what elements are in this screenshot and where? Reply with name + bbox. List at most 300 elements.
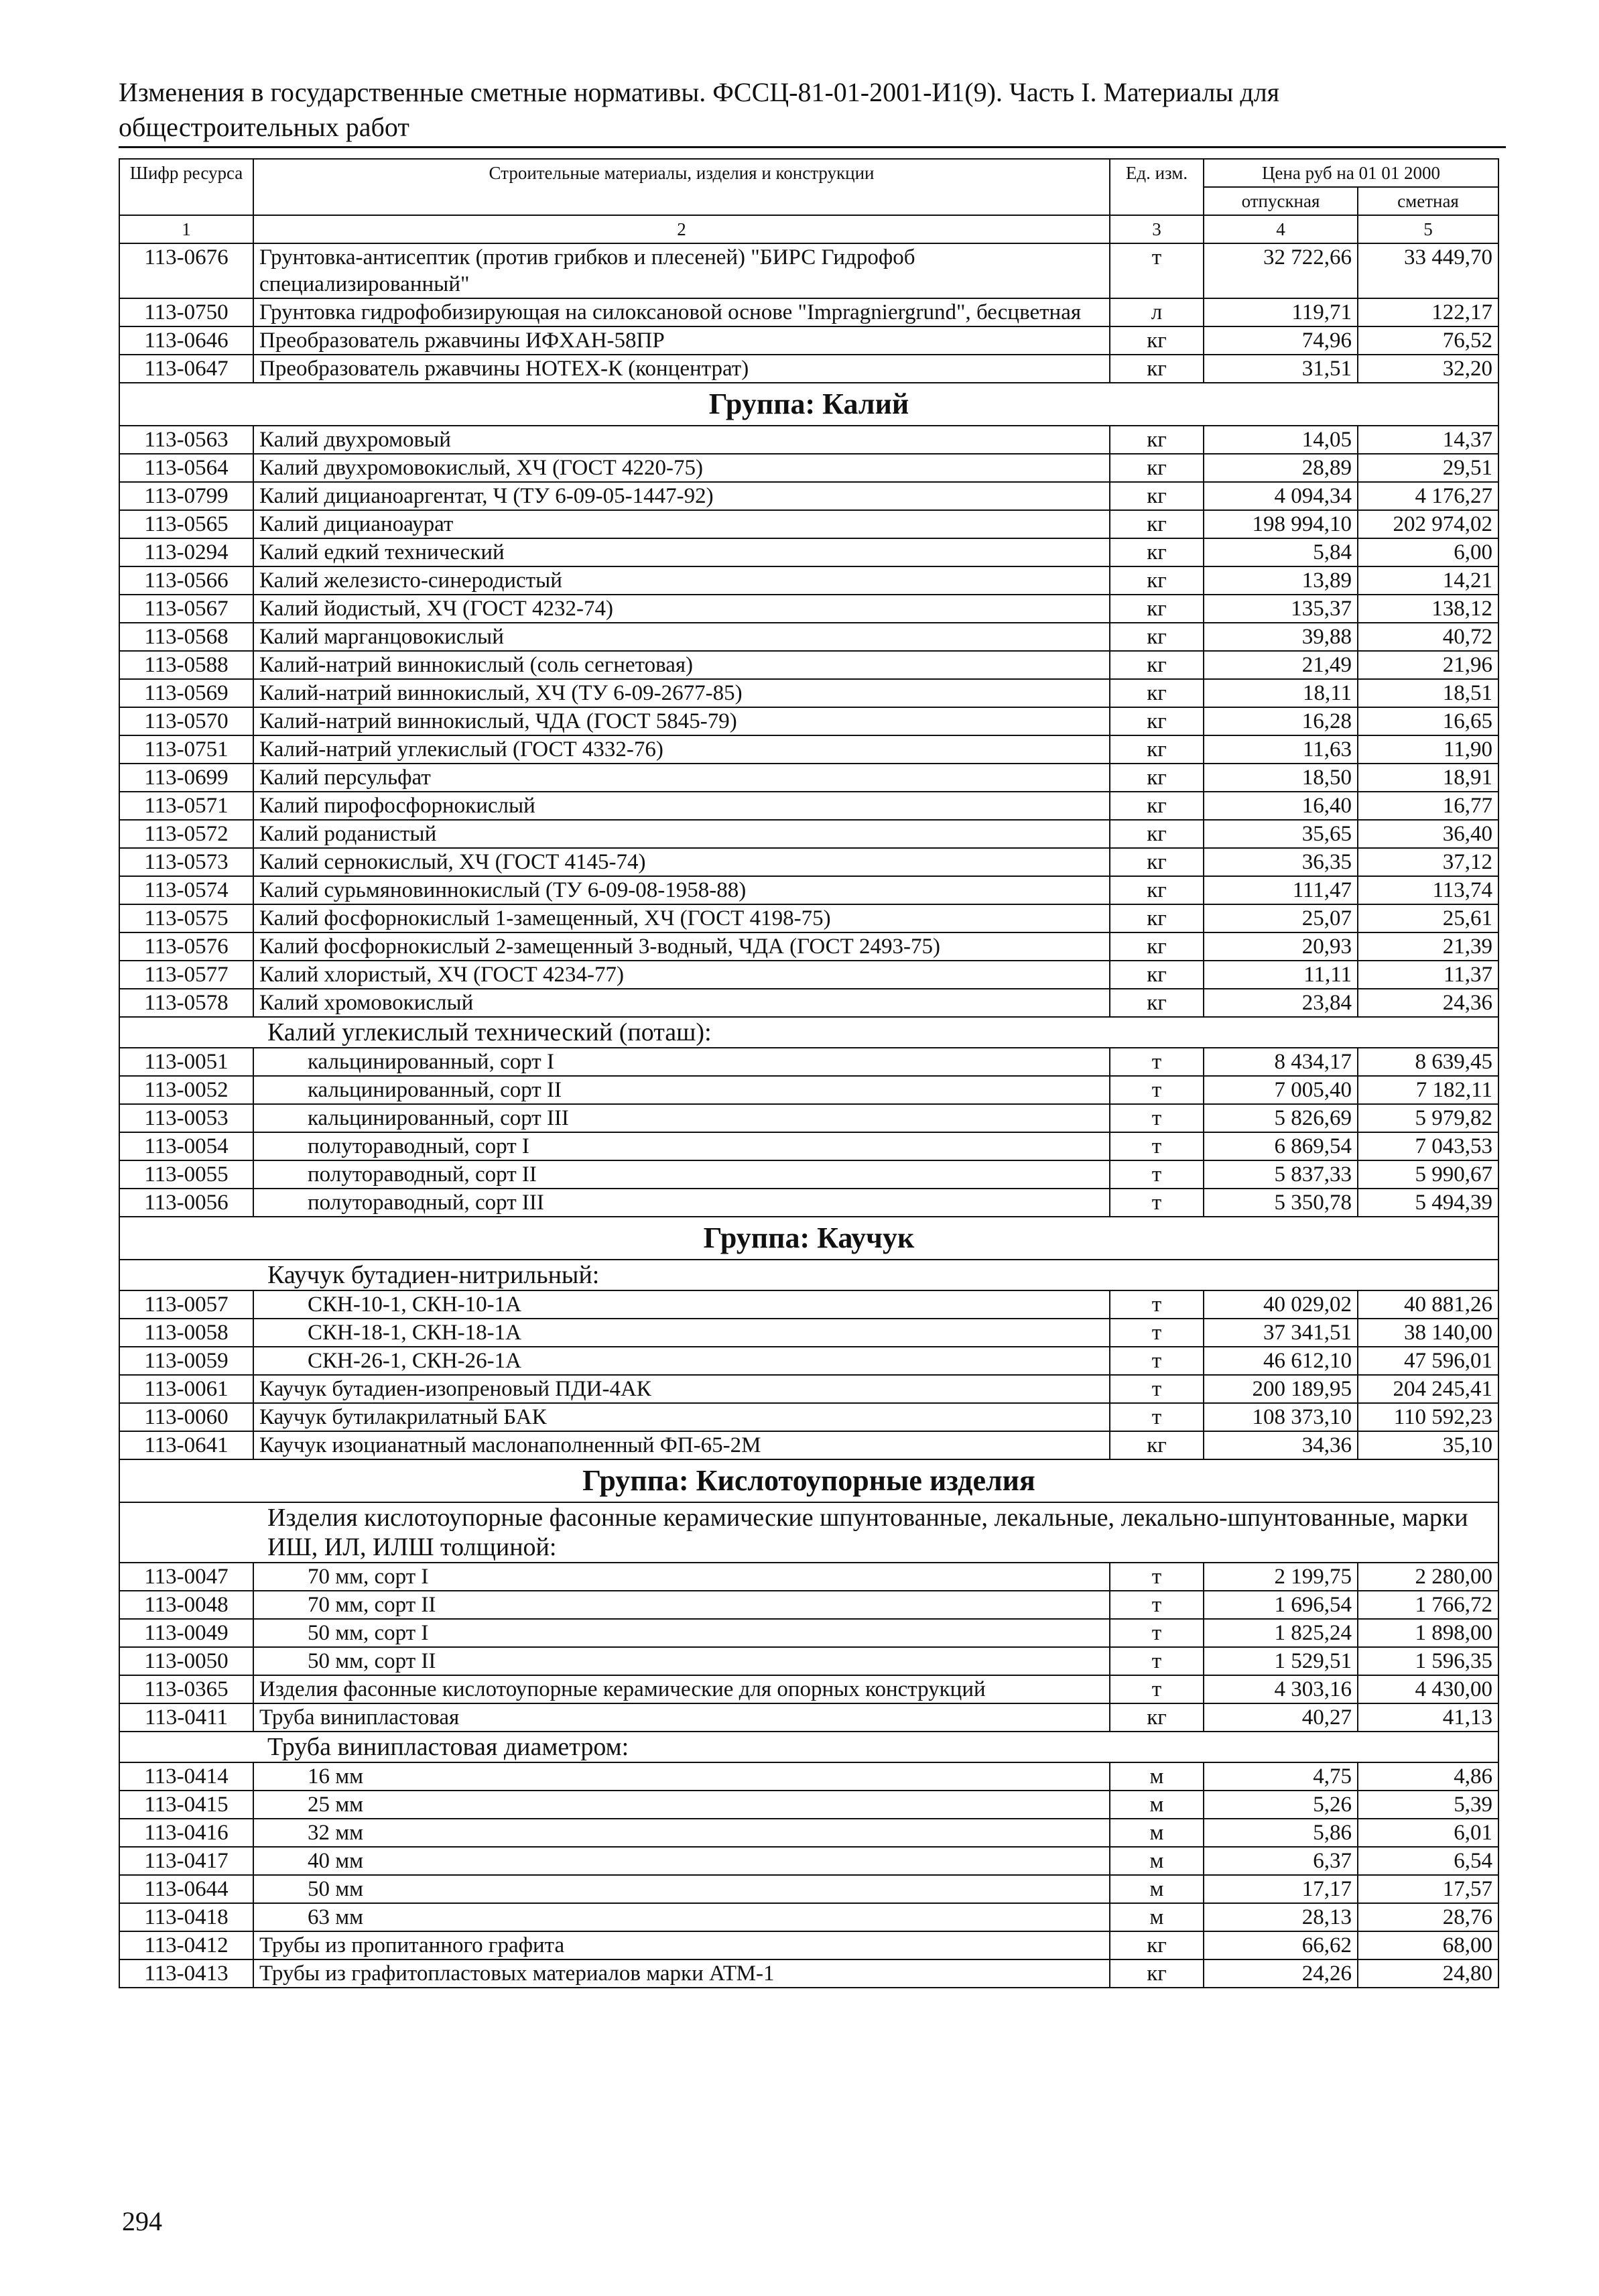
price-estimate: 2 280,00: [1358, 1563, 1498, 1591]
material-name: Каучук бутадиен-изопреновый ПДИ-4АК: [253, 1375, 1110, 1403]
material-name: Калий железисто-синеродистый: [253, 566, 1110, 595]
resource-code: 113-0568: [119, 623, 253, 651]
unit: т: [1110, 1290, 1204, 1319]
material-name: кальцинированный, сорт II: [253, 1076, 1110, 1104]
header-price-estimate: сметная: [1358, 187, 1498, 215]
price-release: 11,63: [1204, 735, 1358, 764]
material-name: полутораводный, сорт I: [253, 1132, 1110, 1160]
resource-code: 113-0570: [119, 707, 253, 735]
resource-code: 113-0412: [119, 1931, 253, 1959]
price-release: 37 341,51: [1204, 1319, 1358, 1347]
material-name: 50 мм: [253, 1875, 1110, 1903]
price-estimate: 7 043,53: [1358, 1132, 1498, 1160]
price-estimate: 24,80: [1358, 1959, 1498, 1988]
price-estimate: 1 898,00: [1358, 1619, 1498, 1647]
unit: кг: [1110, 426, 1204, 454]
price-estimate: 1 596,35: [1358, 1647, 1498, 1675]
price-release: 108 373,10: [1204, 1403, 1358, 1431]
price-estimate: 5 979,82: [1358, 1104, 1498, 1132]
material-name: Каучук бутилакрилатный БАК: [253, 1403, 1110, 1431]
unit: т: [1110, 1189, 1204, 1217]
table-row: [119, 1160, 1498, 1189]
table-row: [119, 792, 1498, 820]
material-name: полутораводный, сорт II: [253, 1160, 1110, 1189]
price-estimate: 138,12: [1358, 595, 1498, 623]
price-release: 28,13: [1204, 1903, 1358, 1931]
resource-code: 113-0676: [119, 243, 253, 298]
material-name: 70 мм, сорт I: [253, 1563, 1110, 1591]
price-release: 28,89: [1204, 454, 1358, 482]
price-release: 24,26: [1204, 1959, 1358, 1988]
price-estimate: 29,51: [1358, 454, 1498, 482]
table-row: [119, 679, 1498, 707]
resource-code: 113-0055: [119, 1160, 253, 1189]
header-name: Строительные материалы, изделия и конструкции: [253, 159, 1110, 215]
table-row: [119, 1347, 1498, 1375]
resource-code: 113-0418: [119, 1903, 253, 1931]
unit: кг: [1110, 989, 1204, 1017]
resource-code: 113-0799: [119, 482, 253, 510]
material-name: Калий сурьмяновиннокислый (ТУ 6-09-08-1958-88): [253, 876, 1110, 904]
price-release: 13,89: [1204, 566, 1358, 595]
table-row: [119, 1104, 1498, 1132]
resource-code: 113-0588: [119, 651, 253, 679]
unit: т: [1110, 1104, 1204, 1132]
price-release: 1 529,51: [1204, 1647, 1358, 1675]
resource-code: 113-0646: [119, 326, 253, 355]
price-estimate: 37,12: [1358, 848, 1498, 876]
price-release: 8 434,17: [1204, 1048, 1358, 1076]
table-row: [119, 764, 1498, 792]
material-name: Трубы из графитопластовых материалов марки АТМ-1: [253, 1959, 1110, 1988]
material-name: Калий фосфорнокислый 1-замещенный, ХЧ (ГОСТ 4198-75): [253, 904, 1110, 932]
price-estimate: 11,37: [1358, 961, 1498, 989]
table-row: [119, 243, 1498, 298]
material-name: Калий йодистый, ХЧ (ГОСТ 4232-74): [253, 595, 1110, 623]
page-number: 294: [122, 2206, 162, 2236]
price-estimate: 40,72: [1358, 623, 1498, 651]
price-estimate: 6,01: [1358, 1819, 1498, 1847]
material-name: Калий фосфорнокислый 2-замещенный 3-водный, ЧДА (ГОСТ 2493-75): [253, 932, 1110, 961]
unit: кг: [1110, 961, 1204, 989]
resource-code: 113-0417: [119, 1847, 253, 1875]
material-name: СКН-18-1, СКН-18-1А: [253, 1319, 1110, 1347]
resource-code: 113-0644: [119, 1875, 253, 1903]
table-row: [119, 1375, 1498, 1403]
unit: т: [1110, 1591, 1204, 1619]
price-estimate: 4 430,00: [1358, 1675, 1498, 1703]
table-row: [119, 651, 1498, 679]
column-number: 2: [253, 215, 1110, 243]
table-row: [119, 735, 1498, 764]
price-estimate: 17,57: [1358, 1875, 1498, 1903]
unit: л: [1110, 298, 1204, 326]
header-code: Шифр ресурса: [119, 159, 253, 215]
unit: кг: [1110, 1431, 1204, 1459]
subgroup-heading: Труба винипластовая диаметром:: [119, 1732, 1498, 1762]
price-release: 7 005,40: [1204, 1076, 1358, 1104]
price-release: 46 612,10: [1204, 1347, 1358, 1375]
table-row: [119, 1903, 1498, 1931]
resource-code: 113-0577: [119, 961, 253, 989]
unit: кг: [1110, 1959, 1204, 1988]
price-estimate: 18,51: [1358, 679, 1498, 707]
resource-code: 113-0569: [119, 679, 253, 707]
table-row: [119, 876, 1498, 904]
price-estimate: 110 592,23: [1358, 1403, 1498, 1431]
price-release: 111,47: [1204, 876, 1358, 904]
table-row: [119, 1132, 1498, 1160]
price-estimate: 6,00: [1358, 538, 1498, 566]
subgroup-heading: Изделия кислотоупорные фасонные керамические шпунтованные, лекальные, лекально-шпунтованные, марки ИШ, ИЛ, ИЛШ толщиной:: [119, 1502, 1498, 1563]
table-row: [119, 1931, 1498, 1959]
resource-code: 113-0061: [119, 1375, 253, 1403]
material-name: Калий едкий технический: [253, 538, 1110, 566]
table-row: [119, 326, 1498, 355]
resource-code: 113-0054: [119, 1132, 253, 1160]
price-estimate: 38 140,00: [1358, 1319, 1498, 1347]
material-name: Грунтовка-антисептик (против грибков и плесеней) "БИРС Гидрофоб специализированный": [253, 243, 1110, 298]
price-release: 32 722,66: [1204, 243, 1358, 298]
material-name: Калий-натрий виннокислый, ХЧ (ТУ 6-09-2677-85): [253, 679, 1110, 707]
material-name: Калий-натрий виннокислый (соль сегнетовая): [253, 651, 1110, 679]
material-name: кальцинированный, сорт III: [253, 1104, 1110, 1132]
price-estimate: 47 596,01: [1358, 1347, 1498, 1375]
resource-code: 113-0647: [119, 355, 253, 383]
resource-code: 113-0059: [119, 1347, 253, 1375]
table-row: [119, 1431, 1498, 1459]
material-name: Калий двухромовокислый, ХЧ (ГОСТ 4220-75): [253, 454, 1110, 482]
table-row: [119, 932, 1498, 961]
resource-code: 113-0751: [119, 735, 253, 764]
resource-code: 113-0052: [119, 1076, 253, 1104]
price-release: 16,28: [1204, 707, 1358, 735]
unit: м: [1110, 1762, 1204, 1791]
resource-code: 113-0564: [119, 454, 253, 482]
price-release: 5,26: [1204, 1791, 1358, 1819]
price-table: [119, 158, 1499, 1988]
material-name: Калий хромовокислый: [253, 989, 1110, 1017]
unit: кг: [1110, 932, 1204, 961]
price-estimate: 14,37: [1358, 426, 1498, 454]
material-name: Преобразователь ржавчины ИФХАН-58ПР: [253, 326, 1110, 355]
unit: м: [1110, 1875, 1204, 1903]
price-estimate: 5 494,39: [1358, 1189, 1498, 1217]
price-release: 11,11: [1204, 961, 1358, 989]
price-release: 135,37: [1204, 595, 1358, 623]
unit: кг: [1110, 735, 1204, 764]
material-name: 16 мм: [253, 1762, 1110, 1791]
table-row: [119, 426, 1498, 454]
table-row: [119, 707, 1498, 735]
price-estimate: 24,36: [1358, 989, 1498, 1017]
price-release: 39,88: [1204, 623, 1358, 651]
resource-code: 113-0566: [119, 566, 253, 595]
unit: кг: [1110, 595, 1204, 623]
price-release: 2 199,75: [1204, 1563, 1358, 1591]
table-row: [119, 961, 1498, 989]
material-name: СКН-26-1, СКН-26-1А: [253, 1347, 1110, 1375]
price-estimate: 40 881,26: [1358, 1290, 1498, 1319]
resource-code: 113-0699: [119, 764, 253, 792]
unit: кг: [1110, 538, 1204, 566]
resource-code: 113-0051: [119, 1048, 253, 1076]
table-row: [119, 298, 1498, 326]
table-row: [119, 848, 1498, 876]
price-release: 5 837,33: [1204, 1160, 1358, 1189]
resource-code: 113-0563: [119, 426, 253, 454]
unit: кг: [1110, 848, 1204, 876]
material-name: Грунтовка гидрофобизирующая на силоксановой основе "Impragniergrund", бесцветная: [253, 298, 1110, 326]
unit: кг: [1110, 510, 1204, 538]
price-estimate: 4 176,27: [1358, 482, 1498, 510]
resource-code: 113-0641: [119, 1431, 253, 1459]
price-estimate: 11,90: [1358, 735, 1498, 764]
unit: кг: [1110, 326, 1204, 355]
price-estimate: 4,86: [1358, 1762, 1498, 1791]
price-release: 66,62: [1204, 1931, 1358, 1959]
material-name: Калий хлористый, ХЧ (ГОСТ 4234-77): [253, 961, 1110, 989]
resource-code: 113-0578: [119, 989, 253, 1017]
price-estimate: 25,61: [1358, 904, 1498, 932]
table-row: [119, 510, 1498, 538]
table-row: [119, 454, 1498, 482]
table-row: [119, 566, 1498, 595]
table-row: [119, 1619, 1498, 1647]
unit: м: [1110, 1903, 1204, 1931]
resource-code: 113-0571: [119, 792, 253, 820]
unit: т: [1110, 1647, 1204, 1675]
price-estimate: 21,39: [1358, 932, 1498, 961]
unit: кг: [1110, 904, 1204, 932]
table-row: [119, 538, 1498, 566]
price-release: 5,86: [1204, 1819, 1358, 1847]
resource-code: 113-0060: [119, 1403, 253, 1431]
unit: т: [1110, 1375, 1204, 1403]
unit: кг: [1110, 623, 1204, 651]
unit: т: [1110, 1160, 1204, 1189]
material-name: 63 мм: [253, 1903, 1110, 1931]
price-estimate: 202 974,02: [1358, 510, 1498, 538]
material-name: Каучук изоцианатный маслонаполненный ФП-65-2М: [253, 1431, 1110, 1459]
column-number: 4: [1204, 215, 1358, 243]
price-release: 6 869,54: [1204, 1132, 1358, 1160]
unit: т: [1110, 1132, 1204, 1160]
price-release: 20,93: [1204, 932, 1358, 961]
header-unit: Ед. изм.: [1110, 159, 1204, 215]
unit: т: [1110, 1048, 1204, 1076]
material-name: Преобразователь ржавчины НОТЕХ-К (концентрат): [253, 355, 1110, 383]
price-release: 40,27: [1204, 1703, 1358, 1732]
price-estimate: 76,52: [1358, 326, 1498, 355]
price-estimate: 32,20: [1358, 355, 1498, 383]
table-row: [119, 1076, 1498, 1104]
unit: кг: [1110, 792, 1204, 820]
resource-code: 113-0572: [119, 820, 253, 848]
price-release: 1 696,54: [1204, 1591, 1358, 1619]
price-release: 5,84: [1204, 538, 1358, 566]
price-release: 17,17: [1204, 1875, 1358, 1903]
material-name: Калий-натрий виннокислый, ЧДА (ГОСТ 5845-79): [253, 707, 1110, 735]
price-release: 16,40: [1204, 792, 1358, 820]
price-release: 40 029,02: [1204, 1290, 1358, 1319]
unit: кг: [1110, 454, 1204, 482]
price-estimate: 33 449,70: [1358, 243, 1498, 298]
price-estimate: 16,65: [1358, 707, 1498, 735]
subgroup-heading-row: [119, 1502, 1498, 1563]
price-release: 31,51: [1204, 355, 1358, 383]
resource-code: 113-0050: [119, 1647, 253, 1675]
table-row: [119, 904, 1498, 932]
group-title: Группа: Кислотоупорные изделия: [119, 1459, 1498, 1502]
material-name: 50 мм, сорт I: [253, 1619, 1110, 1647]
unit: т: [1110, 1563, 1204, 1591]
unit: т: [1110, 1076, 1204, 1104]
unit: кг: [1110, 651, 1204, 679]
subgroup-heading: Калий углекислый технический (поташ):: [119, 1017, 1498, 1048]
unit: кг: [1110, 1703, 1204, 1732]
unit: м: [1110, 1791, 1204, 1819]
table-row: [119, 1847, 1498, 1875]
unit: кг: [1110, 820, 1204, 848]
resource-code: 113-0058: [119, 1319, 253, 1347]
price-estimate: 21,96: [1358, 651, 1498, 679]
price-release: 5 826,69: [1204, 1104, 1358, 1132]
table-row: [119, 1591, 1498, 1619]
material-name: 32 мм: [253, 1819, 1110, 1847]
resource-code: 113-0567: [119, 595, 253, 623]
price-estimate: 5 990,67: [1358, 1160, 1498, 1189]
resource-code: 113-0573: [119, 848, 253, 876]
resource-code: 113-0057: [119, 1290, 253, 1319]
header-price: Цена руб на 01 01 2000: [1204, 159, 1498, 187]
column-number: 5: [1358, 215, 1498, 243]
resource-code: 113-0049: [119, 1619, 253, 1647]
price-estimate: 1 766,72: [1358, 1591, 1498, 1619]
price-release: 25,07: [1204, 904, 1358, 932]
material-name: кальцинированный, сорт I: [253, 1048, 1110, 1076]
table-row: [119, 355, 1498, 383]
price-release: 4 303,16: [1204, 1675, 1358, 1703]
material-name: 50 мм, сорт II: [253, 1647, 1110, 1675]
material-name: 40 мм: [253, 1847, 1110, 1875]
material-name: 70 мм, сорт II: [253, 1591, 1110, 1619]
material-name: Калий пирофосфорнокислый: [253, 792, 1110, 820]
price-release: 14,05: [1204, 426, 1358, 454]
table-row: [119, 1675, 1498, 1703]
material-name: Калий дицианоаурат: [253, 510, 1110, 538]
table-row: [119, 482, 1498, 510]
price-estimate: 16,77: [1358, 792, 1498, 820]
unit: т: [1110, 1347, 1204, 1375]
price-release: 4,75: [1204, 1762, 1358, 1791]
resource-code: 113-0575: [119, 904, 253, 932]
price-estimate: 14,21: [1358, 566, 1498, 595]
unit: м: [1110, 1847, 1204, 1875]
material-name: Калий сернокислый, ХЧ (ГОСТ 4145-74): [253, 848, 1110, 876]
subgroup-heading: Каучук бутадиен-нитрильный:: [119, 1260, 1498, 1290]
table-row: [119, 1189, 1498, 1217]
table-row: [119, 1703, 1498, 1732]
price-release: 4 094,34: [1204, 482, 1358, 510]
table-row: [119, 1762, 1498, 1791]
price-release: 5 350,78: [1204, 1189, 1358, 1217]
group-title: Группа: Каучук: [119, 1217, 1498, 1260]
resource-code: 113-0416: [119, 1819, 253, 1847]
table-row: [119, 1959, 1498, 1988]
material-name: Трубы из пропитанного графита: [253, 1931, 1110, 1959]
table-row: [119, 989, 1498, 1017]
column-number: 1: [119, 215, 253, 243]
resource-code: 113-0047: [119, 1563, 253, 1591]
unit: т: [1110, 1319, 1204, 1347]
unit: кг: [1110, 566, 1204, 595]
price-release: 198 994,10: [1204, 510, 1358, 538]
price-release: 6,37: [1204, 1847, 1358, 1875]
price-release: 200 189,95: [1204, 1375, 1358, 1403]
table-body: [119, 243, 1498, 1988]
price-release: 18,11: [1204, 679, 1358, 707]
table-row: [119, 1319, 1498, 1347]
price-release: 18,50: [1204, 764, 1358, 792]
resource-code: 113-0294: [119, 538, 253, 566]
price-release: 119,71: [1204, 298, 1358, 326]
material-name: Калий марганцовокислый: [253, 623, 1110, 651]
resource-code: 113-0574: [119, 876, 253, 904]
table-header-row: [119, 159, 1498, 187]
resource-code: 113-0365: [119, 1675, 253, 1703]
resource-code: 113-0414: [119, 1762, 253, 1791]
price-release: 34,36: [1204, 1431, 1358, 1459]
unit: т: [1110, 1403, 1204, 1431]
price-release: 74,96: [1204, 326, 1358, 355]
unit: кг: [1110, 764, 1204, 792]
price-release: 35,65: [1204, 820, 1358, 848]
column-number-row: [119, 215, 1498, 243]
table-row: [119, 1791, 1498, 1819]
unit: кг: [1110, 482, 1204, 510]
table-row: [119, 1875, 1498, 1903]
resource-code: 113-0056: [119, 1189, 253, 1217]
material-name: полутораводный, сорт III: [253, 1189, 1110, 1217]
header-price-release: отпускная: [1204, 187, 1358, 215]
group-header-row: [119, 1459, 1498, 1502]
unit: кг: [1110, 679, 1204, 707]
resource-code: 113-0565: [119, 510, 253, 538]
price-estimate: 5,39: [1358, 1791, 1498, 1819]
unit: т: [1110, 1675, 1204, 1703]
unit: т: [1110, 243, 1204, 298]
group-header-row: [119, 1217, 1498, 1260]
table-row: [119, 623, 1498, 651]
material-name: Изделия фасонные кислотоупорные керамические для опорных конструкций: [253, 1675, 1110, 1703]
material-name: Труба винипластовая: [253, 1703, 1110, 1732]
price-estimate: 7 182,11: [1358, 1076, 1498, 1104]
price-release: 36,35: [1204, 848, 1358, 876]
price-release: 21,49: [1204, 651, 1358, 679]
price-estimate: 6,54: [1358, 1847, 1498, 1875]
table-row: [119, 820, 1498, 848]
price-estimate: 35,10: [1358, 1431, 1498, 1459]
resource-code: 113-0411: [119, 1703, 253, 1732]
table-row: [119, 1563, 1498, 1591]
price-estimate: 8 639,45: [1358, 1048, 1498, 1076]
table-row: [119, 1048, 1498, 1076]
resource-code: 113-0048: [119, 1591, 253, 1619]
unit: м: [1110, 1819, 1204, 1847]
price-estimate: 122,17: [1358, 298, 1498, 326]
material-name: СКН-10-1, СКН-10-1А: [253, 1290, 1110, 1319]
